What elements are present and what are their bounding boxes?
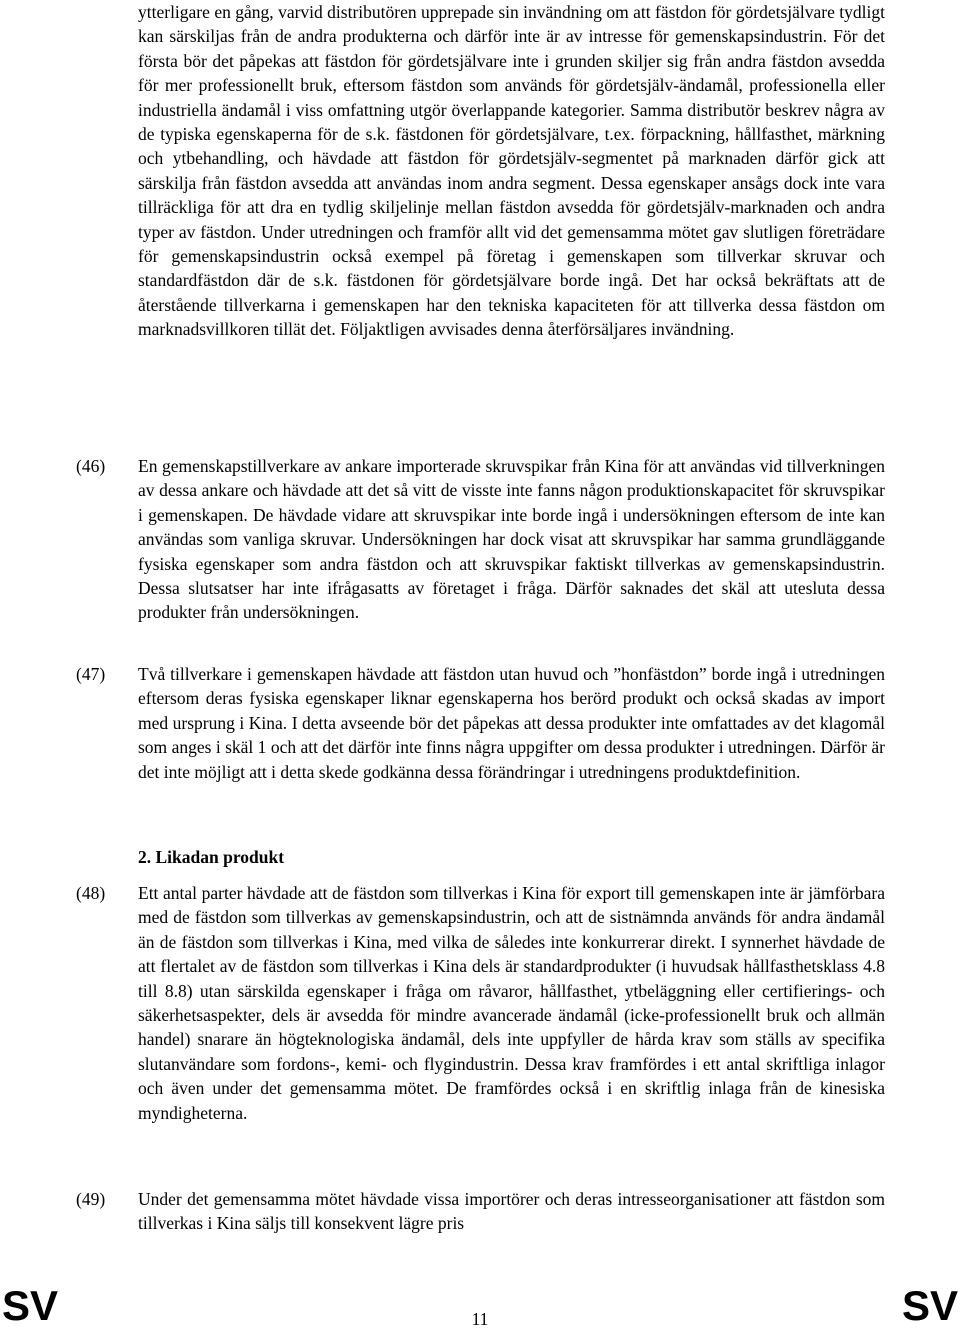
page-number: 11 <box>471 1309 489 1329</box>
paragraph-continued: ytterligare en gång, varvid distributören upprepade sin invändning om att fästdon för gördetsjälvare tydligt kan särskiljas från de andra produkterna och därför inte är av intresse för gemenskapsindustrin. För det första bör det påpekas att fästdon för gördetsjälvare inte i grunden skiljer sig från andra fästdon avsedda för mer professionellt bruk, eftersom fästdon som används för gördetsjälv-ändamål, professionella eller industriella ändamål i viss omfattning utgör överlappande kategorier. Samma distributör beskrev några av de typiska egenskaperna för de s.k. fästdonen för gördetsjälvare, t.ex. förpackning, hållfasthet, märkning och ytbehandling, och hävdade att fästdon för gördetsjälv-segmentet på marknaden därför gick att särskilja från fästdon avsedda att användas inom andra segment. Dessa egenskaper ansågs dock inte vara tillräckliga för att dra en tydlig skiljelinje mellan fästdon avsedda för gördetsjälv-marknaden och andra typer av fästdon. Under utredningen och framför allt vid det gemensamma mötet gav slutligen företrädare för gemenskapsindustrin också exempel på företag i gemenskapen som tillverkar skruvar och standardfästdon där de s.k. fästdonen för gördetsjälvare borde ingå. Det har också bekräftats att de återstående tillverkarna i gemenskapen har den tekniska kapaciteten för att tillverka dessa fästdon om marknadsvillkoren tillät det. Följaktligen avvisades denna återförsäljares invändning. <box>138 2 885 340</box>
paragraph-48: Ett antal parter hävdade att de fästdon som tillverkas i Kina för export till gemenskapen inte är jämförbara med de fästdon som tillverkas av gemenskapsindustrin, och att de sistnämnda används för andra ändamål än de fästdon som tillverkas i Kina, med vilka de således inte konkurrerar direkt. I synnerhet hävdade de att flertalet av de fästdon som tillverkas i Kina dels är standardprodukter (i huvudsak hållfasthetsklass 4.8 till 8.8) utan särskilda egenskaper i fråga om råvaror, hållfasthet, ytbeläggning eller certifierings- och säkerhetsaspekter, dels är avsedda för mindre avancerade ändamål (icke-professionellt bruk och allmän handel) snarare än högteknologiska ändamål, dels inte uppfyller de hårda krav som ställs av specifika slutanvändare som fordons-, kemi- och flygindustrin. Dessa krav framfördes i ett antal skriftliga inlagor och även under det gemensamma mötet. De framfördes också i en skriftlig inlaga från de kinesiska myndigheterna. <box>138 883 885 1123</box>
paragraph-49: Under det gemensamma mötet hävdade vissa importörer och deras intresseorganisationer att fästdon som tillverkas i Kina säljs till konsekvent lägre pris <box>138 1189 885 1234</box>
paragraph-46: En gemenskapstillverkare av ankare importerade skruvspikar från Kina för att användas vid tillverkningen av dessa ankare och hävdade att det så vitt de visste inte fanns någon produktionskapacitet för skruvspikar i gemenskapen. De hävdade vidare att skruvspikar inte borde ingå i undersökningen eftersom de inte kan användas som vanliga skruvar. Undersökningen har dock visat att skruvspikar har samma grundläggande fysiska egenskaper som andra fästdon och att skruvspikar faktiskt tillverkas av gemenskapsindustrin. Dessa slutsatser har inte ifrågasatts av företaget i fråga. Därför saknades det skäl att utesluta dessa produkter från undersökningen. <box>138 456 885 623</box>
paragraph-number-48: (48) <box>76 883 106 903</box>
paragraph-47: Två tillverkare i gemenskapen hävdade att fästdon utan huvud och ”honfästdon” borde ingå i utredningen eftersom deras fysiska egenskaper liknar egenskaperna hos berörd produkt och också skadas av import med ursprung i Kina. I detta avseende bör det påpekas att dessa produkter inte omfattades av det klagomål som anges i skäl 1 och att det därför inte finns några uppgifter om dessa produkter i utredningen. Därför är det inte möjligt att i detta skede godkänna dessa förändringar i utredningens produktdefinition. <box>138 664 885 782</box>
footer-language-right: SV <box>901 1282 958 1329</box>
paragraph-number-49: (49) <box>76 1189 106 1209</box>
footer-language-left: SV <box>2 1282 59 1329</box>
paragraph-number-46: (46) <box>76 456 106 476</box>
paragraph-number-47: (47) <box>76 664 106 684</box>
section-heading: 2. Likadan produkt <box>138 847 285 867</box>
